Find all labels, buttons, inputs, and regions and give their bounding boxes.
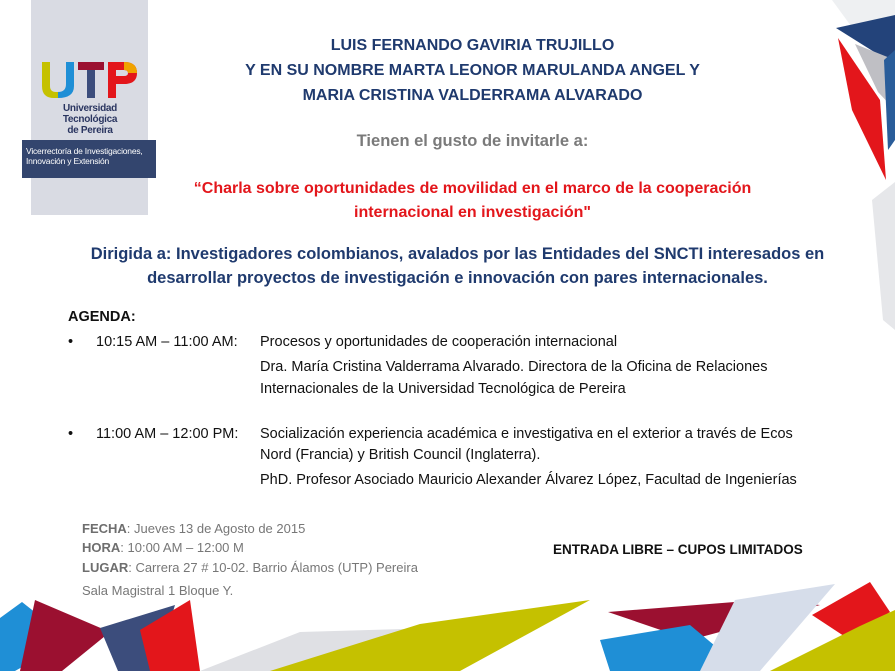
audience-line2: desarrollar proyectos de investigación e innovación con pares internacionales. bbox=[147, 269, 768, 287]
date-row bbox=[82, 521, 305, 536]
agenda-topic-1: Procesos y oportunidades de cooperación internacional bbox=[260, 334, 618, 350]
place-value: : Carrera 27 # 10-02. Barrio Álamos (UTP) Pereira bbox=[128, 560, 418, 575]
band-line2: Innovación y Extensión bbox=[26, 156, 110, 166]
agenda-bullet-1: • bbox=[68, 334, 74, 350]
date-value: : Jueves 13 de Agosto de 2015 bbox=[126, 521, 306, 536]
agenda-heading: AGENDA: bbox=[68, 309, 136, 325]
vicerrectoria-band bbox=[22, 140, 156, 178]
agenda-speaker-1-line2: Internacionales de la Universidad Tecnológica de Pereira bbox=[260, 381, 626, 397]
header-line3: MARIA CRISTINA VALDERRAMA ALVARADO bbox=[302, 87, 643, 104]
talk-title-line1: “Charla sobre oportunidades de movilidad en el marco de la cooperación bbox=[193, 180, 752, 197]
agenda-time-2: 11:00 AM – 12:00 PM: bbox=[96, 426, 239, 442]
agenda-speaker-1-line1: Dra. María Cristina Valderrama Alvarado. Directora de la Oficina de Relaciones bbox=[260, 359, 768, 375]
time-value: : 10:00 AM – 12:00 M bbox=[120, 540, 244, 555]
audience-line1: Dirigida a: Investigadores colombianos, avalados por las Entidades del SNCTI interesados en bbox=[90, 245, 825, 263]
place-label: LUGAR bbox=[82, 560, 129, 575]
agenda-topic-2-line1: Socialización experiencia académica e investigativa en el exterior a través de Ecos bbox=[260, 426, 793, 442]
time-label: HORA bbox=[82, 540, 121, 555]
talk-title-line2: internacional en investigación" bbox=[354, 204, 591, 221]
room-line: Sala Magistral 1 Bloque Y. bbox=[82, 583, 234, 598]
entry-note: ENTRADA LIBRE – CUPOS LIMITADOS bbox=[553, 542, 803, 557]
utp-logo-icon bbox=[40, 58, 140, 102]
header-line2: Y EN SU NOMBRE MARTA LEONOR MARULANDA ANGEL Y bbox=[245, 62, 700, 79]
invite-line: Tienen el gusto de invitarle a: bbox=[356, 132, 589, 150]
place-row bbox=[82, 560, 418, 575]
agenda-time-1: 10:15 AM – 11:00 AM: bbox=[96, 334, 238, 350]
university-name-line2: de Pereira bbox=[67, 125, 113, 136]
band-line1: Vicerrectoría de Investigaciones, bbox=[26, 146, 143, 156]
agenda-bullet-2: • bbox=[68, 426, 74, 442]
time-row bbox=[82, 540, 244, 555]
university-name-line1: Universidad Tecnológica bbox=[62, 103, 118, 125]
agenda-speaker-2: PhD. Profesor Asociado Mauricio Alexander Álvarez López, Facultad de Ingenierías bbox=[260, 472, 797, 488]
agenda-topic-2-line2: Nord (Francia) y British Council (Inglaterra). bbox=[260, 447, 541, 463]
university-name bbox=[36, 103, 144, 136]
header-line1: LUIS FERNANDO GAVIRIA TRUJILLO bbox=[330, 37, 615, 54]
date-label: FECHA bbox=[82, 521, 127, 536]
deco-bottom-left-maroon bbox=[20, 600, 110, 671]
